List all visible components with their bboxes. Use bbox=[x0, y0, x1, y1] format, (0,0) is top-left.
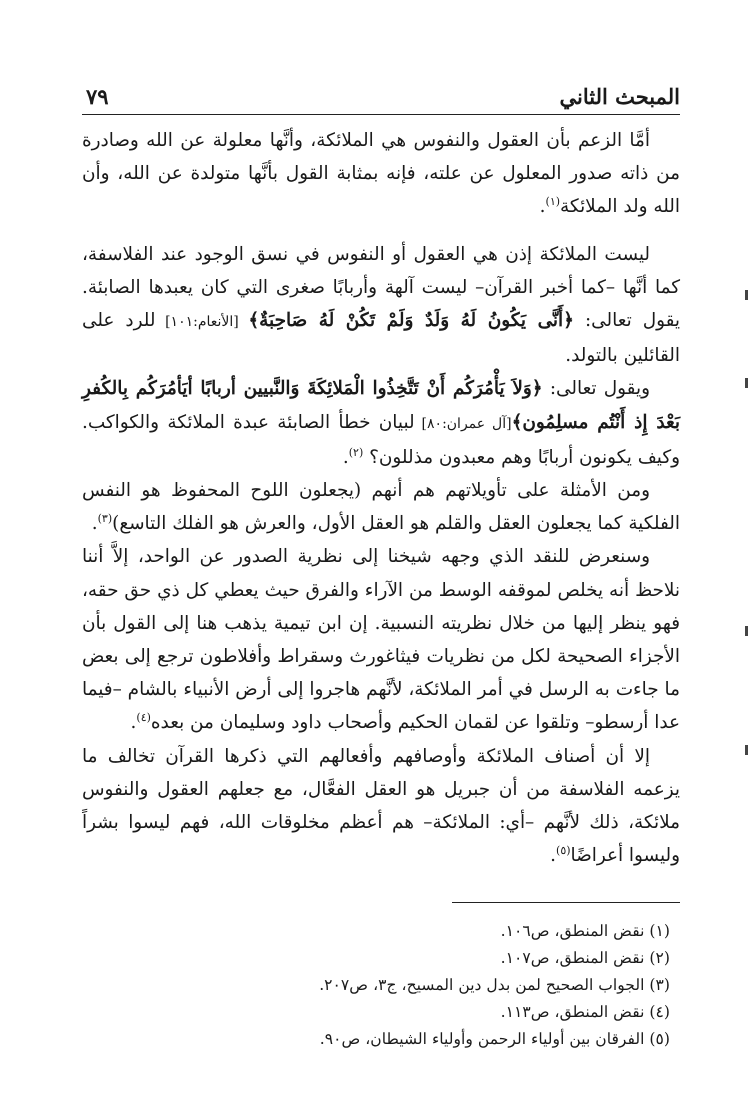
paragraph-text: وسنعرض للنقد الذي وجهه شيخنا إلى نظرية الصدور عن الواحد، إلاَّ أننا نلاحظ أنه يخلص لموقفه الوسط من الآراء والفرق حيث يعطي كل ذي حق حقه، فهو ينظر إليها من خلال نظريته النسبية. إن ابن تيمية يذهب هنا إلى القول بأن الأجزاء الصحيحة لكل من نظريات فيثاغورث وسقراط وأفلاطون ترجع إلى بعض ما جاءت به الرسل في أمر الملائكة، لأنَّهم هاجروا إلى أرض الأنبياء بالشام –فيما عدا أرسطو– وتلقوا عن لقمان الحكيم وأصحاب داود وسليمان من بعده bbox=[82, 546, 680, 734]
page-number: ٧٩ bbox=[86, 84, 109, 109]
main-text bbox=[82, 124, 680, 872]
footnote-ref-3[interactable]: (٣) bbox=[97, 512, 113, 526]
quran-verse: ﴿وَلاَ يَأْمُرَكُم أَنْ تَتَّخِذُوا الْمَلائِكَةَ وَالنَّبيين أربابًا أيَأمُرَكُم بِالكُفرِ بَعْدَ إِذ أَنْتُم مسلِمُون﴾ bbox=[82, 378, 680, 433]
quran-verse: ﴿أَنَّى يَكُونُ لَهُ وَلَدٌ وَلَمْ تَكُنْ لَهُ صَاحِبَةٌ﴾ bbox=[248, 310, 574, 332]
paragraph-text: لبيان خطأ الصابئة عبدة الملائكة والكواكب. وكيف يكونون أربابًا وهم معبدون مذللون؟ bbox=[82, 411, 680, 468]
footnote-ref-4[interactable]: (٤) bbox=[136, 711, 151, 725]
footnote-1: (١) نقض المنطق، ص١٠٦. bbox=[500, 922, 670, 940]
margin-tick-mark bbox=[745, 745, 748, 755]
paragraph-end: . bbox=[539, 196, 546, 218]
footnote-3: (٣) الجواب الصحيح لمن بدل دين المسيح، ج٣، ص٢٠٧. bbox=[319, 976, 670, 994]
paragraph-text: إلا أن أصناف الملائكة وأوصافهم وأفعالهم التي ذكرها القرآن تخالف ما يزعمه الفلاسفة من أن جبريل هو العقل الفعَّال، مع جعلهم العقول والنفوس ملائكة، ذلك لأنَّهم –أي: الملائكة– هم أعظم مخلوقات الله، فهم ليسوا بشراً وليسوا أعراضًا bbox=[82, 745, 680, 867]
footnote-ref-2[interactable]: (٢) bbox=[348, 445, 364, 459]
footnote-2: (٢) نقض المنطق، ص١٠٧. bbox=[500, 949, 670, 967]
verse-reference: [آل عمران:٨٠] bbox=[414, 415, 512, 432]
paragraph-6 bbox=[82, 740, 680, 873]
paragraph-text: أمَّا الزعم بأن العقول والنفوس هي الملائكة، وأنَّها معلولة عن الله وصادرة من ذاته صدور المعلول عن علته، فإنه بمثابة القول بأنَّها متولدة عن الله، وأن الله ولد الملائكة bbox=[82, 130, 680, 218]
paragraph-end: . bbox=[91, 513, 98, 535]
footnote-4: (٤) نقض المنطق، ص١١٣. bbox=[500, 1003, 670, 1021]
verse-reference: [الأنعام:١٠١] bbox=[155, 314, 249, 331]
paragraph-end: . bbox=[342, 446, 349, 468]
paragraph-2 bbox=[82, 238, 680, 373]
footnote-ref-1[interactable]: (١) bbox=[545, 195, 561, 209]
margin-tick-mark bbox=[745, 626, 748, 636]
margin-tick-mark bbox=[745, 290, 748, 300]
footnotes bbox=[82, 918, 680, 1053]
paragraph-text: ويقول تعالى: bbox=[542, 378, 650, 400]
chapter-title: المبحث الثاني bbox=[559, 84, 680, 109]
paragraph-3 bbox=[82, 372, 680, 474]
paragraph-text: ليست الملائكة إذن هي العقول أو النفوس في نسق الوجود عند الفلاسفة، كما أنَّها –كما أخبر القرآن– ليست آلهة وأربابًا صغرى التي كان يعبدها الصابئة. يقول تعالى: bbox=[82, 243, 680, 332]
paragraph-end: . bbox=[550, 845, 557, 867]
paragraph-5 bbox=[82, 540, 680, 739]
page-header bbox=[82, 84, 680, 115]
footnote-5: (٥) الفرقان بين أولياء الرحمن وأولياء الشيطان، ص٩٠. bbox=[319, 1030, 670, 1048]
footnote-separator bbox=[452, 902, 680, 903]
paragraph-text: ومن الأمثلة على تأويلاتهم هم أنهم (يجعلون اللوح المحفوظ هو النفس الفلكية كما يجعلون العقل والقلم هو العقل الأول، والعرش هو الفلك التاسع) bbox=[82, 480, 680, 535]
margin-tick-mark bbox=[745, 378, 748, 388]
paragraph-4 bbox=[82, 474, 680, 540]
paragraph-1 bbox=[82, 124, 680, 224]
paragraph-end: . bbox=[130, 712, 137, 734]
footnote-ref-5[interactable]: (٥) bbox=[556, 844, 571, 858]
paragraph-text: للرد على القائلين بالتولد. bbox=[82, 310, 680, 367]
